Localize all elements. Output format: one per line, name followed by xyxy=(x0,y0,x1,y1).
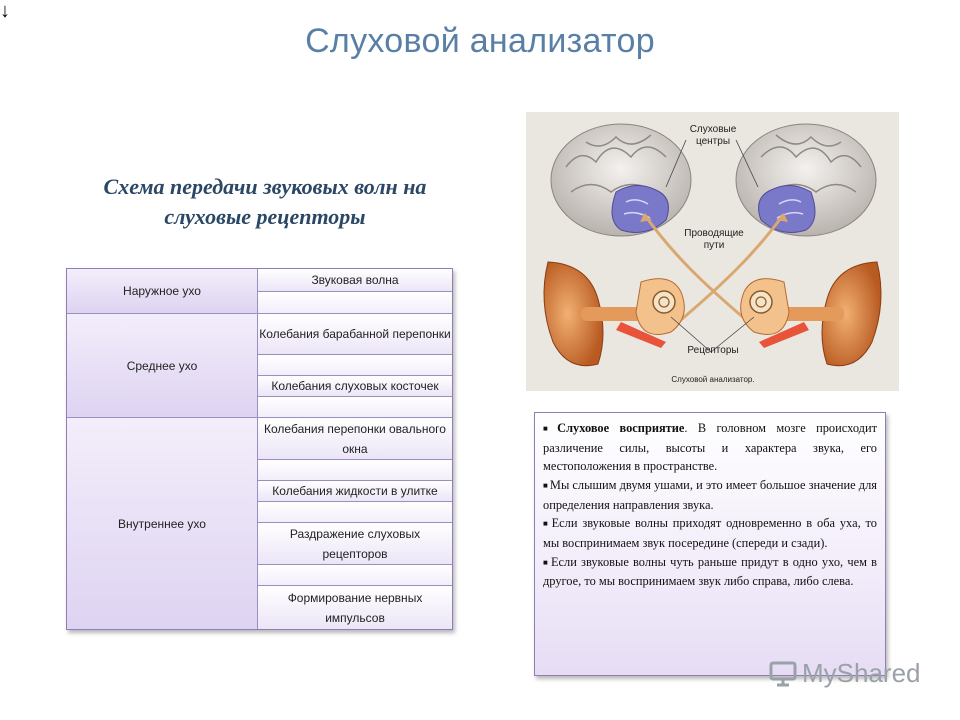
step-gap xyxy=(258,502,452,523)
step-gap xyxy=(258,292,452,314)
info-text: . В головном мозге происходит различение силы, высоты и характера звука, его местоположения в пространстве. xyxy=(543,421,878,474)
step-cochlea-fluid-vibration: Колебания жидкости в улитке xyxy=(258,481,452,502)
presentation-icon xyxy=(768,658,798,688)
step-receptor-irritation: Раздражение слуховых рецепторов xyxy=(258,523,452,565)
info-paragraph xyxy=(543,553,877,591)
scheme-subtitle: Схема передачи звуковых волн на слуховые рецепторы xyxy=(103,174,427,229)
step-sound-wave: Звуковая волна xyxy=(258,269,452,292)
label-auditory-centers: Слуховые центры xyxy=(689,124,737,147)
auditory-analyzer-illustration xyxy=(526,112,899,391)
corner-arrow-icon: ↓ xyxy=(0,0,10,22)
bullet-icon: ■ xyxy=(543,519,550,529)
step-eardrum-vibration: Колебания барабанной перепонки xyxy=(258,314,452,355)
info-paragraph xyxy=(543,514,877,552)
info-text: Если звуковые волны приходят одновременно в оба уха, то мы воспринимаем звук посередине (спереди и сзади). xyxy=(543,516,877,551)
zone-middle-ear: Среднее ухо xyxy=(67,314,258,418)
right-brain-icon xyxy=(736,124,876,236)
bullet-icon: ■ xyxy=(543,480,548,490)
right-ear-icon xyxy=(741,262,881,366)
step-oval-window-vibration: Колебания перепонки овального окна xyxy=(258,418,452,460)
bullet-icon: ■ xyxy=(543,423,556,433)
info-term: Слуховое восприятие xyxy=(557,421,685,435)
zone-inner-ear: Внутреннее ухо xyxy=(67,418,258,629)
zone-outer-ear: Наружное ухо xyxy=(67,269,258,314)
step-gap xyxy=(258,565,452,586)
info-paragraph xyxy=(543,476,877,514)
figure-caption: Слуховой анализатор. xyxy=(671,375,755,384)
transmission-scheme-table xyxy=(66,268,453,630)
step-gap xyxy=(258,397,452,418)
left-ear-icon xyxy=(544,262,684,366)
label-conducting-paths: Проводящие пути xyxy=(684,228,744,251)
step-gap xyxy=(258,460,452,481)
info-paragraph xyxy=(543,419,877,476)
step-ossicles-vibration: Колебания слуховых косточек xyxy=(258,376,452,397)
step-nerve-impulses: Формирование нервных импульсов xyxy=(258,586,452,629)
info-text: Мы слышим двумя ушами, и это имеет большое значение для определения направления звука. xyxy=(543,478,877,512)
slide-title: Слуховой анализатор xyxy=(305,22,655,60)
info-text: Если звуковые волны чуть раньше придут в одно ухо, чем в другое, то мы воспринимаем звук либо справа, либо слева. xyxy=(543,554,877,589)
watermark-text: MyShared xyxy=(802,657,921,688)
step-gap xyxy=(258,355,452,376)
auditory-perception-info xyxy=(534,412,886,676)
label-receptors: Рецепторы xyxy=(687,345,739,356)
myshared-watermark xyxy=(768,655,921,691)
bullet-icon: ■ xyxy=(543,557,549,567)
left-brain-icon xyxy=(551,124,691,236)
